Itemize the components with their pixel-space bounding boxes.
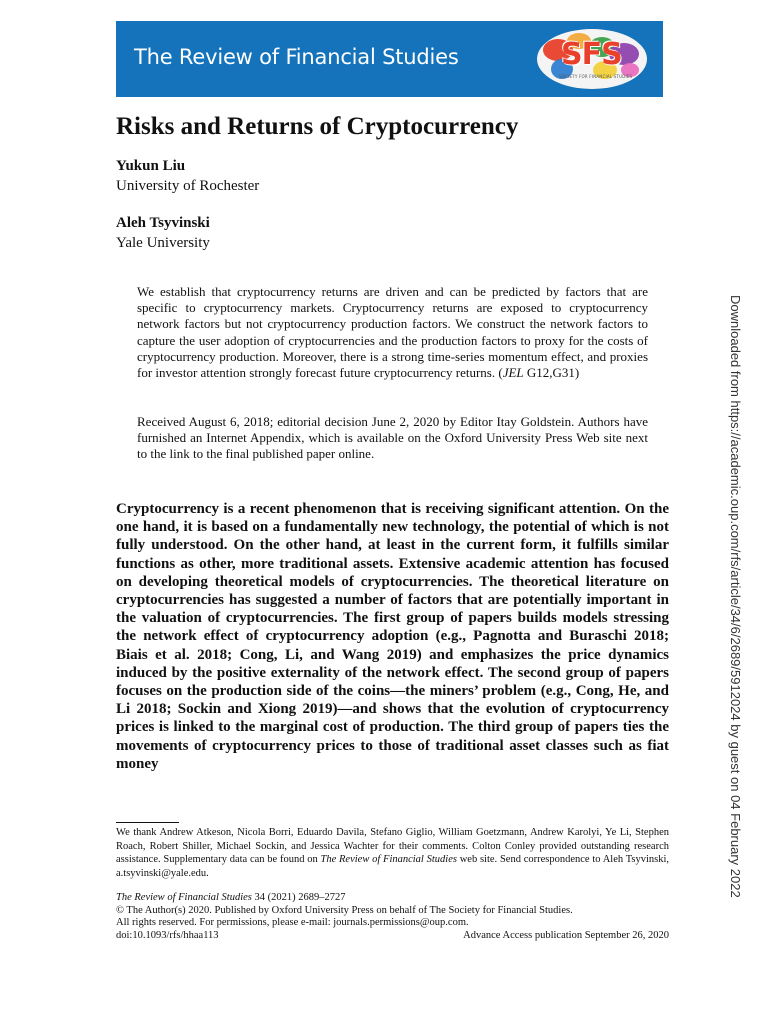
- citation-line: [116, 892, 669, 905]
- logo-letters: SFS: [561, 37, 622, 72]
- footnote-journal: The Review of Financial Studies: [320, 854, 457, 865]
- sfs-logo: [537, 29, 647, 89]
- footnote-text-end: web site. Send correspondence to Aleh Tsyvinski, a.tsyvinski@yale.edu.: [116, 854, 670, 879]
- author-name: Aleh Tsyvinski: [116, 215, 210, 231]
- copyright-line: © The Author(s) 2020. Published by Oxford University Press on behalf of The Society for Financial Studies.: [116, 904, 573, 916]
- download-notice: Downloaded from https://academic.oup.com/rfs/article/34/6/2689/5912024 by guest on 04 February 2022: [728, 295, 743, 898]
- publication-info: [116, 892, 669, 942]
- citation: 34 (2021) 2689–2727: [251, 892, 346, 903]
- abstract-text: We establish that cryptocurrency returns are driven and can be predicted by factors that are specific to cryptocurrency markets. Cryptocurrency returns are exposed to cryptocurrency network factors but not cryptocurrency production factors. We construct the network factors to capture the user adoption of cryptocurrencies and the production factors to proxy for the costs of cryptocurrency production. Moreover, there is a strong time-series momentum effect, and proxies for investor attention strongly forecast future cryptocurrency returns. (: [137, 284, 648, 381]
- body-text: Cryptocurrency is a recent phenomenon that is receiving significant attention. On the one hand, it is based on a fundamentally new technology, the potential of which is not fully understood. On the other hand, at least in the current form, it fulfills similar functions as other, more traditional assets. Extensive academic attention has focused on developing theoretical models of cryptocurrencies. The theoretical literature on cryptocurrencies has suggested a number of factors that are potentially important in the valuation of cryptocurrencies. The first group of papers builds models stressing the network effect of cryptocurrency adoption (e.g., Pagnotta and Buraschi 2018; Biais et al. 2018; Cong, Li, and Wang 2019) and emphasizes the price dynamics induced by the positive externality of the network effect. The second group of papers focuses on the production side of the coins—the miners’ problem (e.g., Cong, He, and Li 2018; Sockin and Xiong 2019)—and shows that the evolution of cryptocurrency prices is linked to the marginal cost of production. The third group of papers ties the movements of cryptocurrency prices to those of traditional asset classes such as fiat money: [116, 501, 669, 772]
- acknowledgment-footnote: [116, 826, 669, 880]
- doi-line: [116, 930, 669, 943]
- logo-subtext: SOCIETY FOR FINANCIAL STUDIES: [559, 74, 633, 79]
- journal-banner: [116, 21, 663, 97]
- doi: doi:10.1093/rfs/hhaa113: [116, 929, 219, 941]
- download-watermark: [723, 295, 747, 898]
- journal-name: The Review of Financial Studies: [134, 45, 459, 69]
- footnote-divider: [116, 822, 179, 823]
- article-title: Risks and Returns of Cryptocurrency: [116, 113, 519, 140]
- footnote-text: We thank Andrew Atkeson, Nicola Borri, Eduardo Davila, Stefano Giglio, William Goetzmann, Andrew Karolyi, Ye Li, Stephen Roach, Robert Shiller, Michael Sockin, and Jessica Wachter for their comments. Colton Conley provided outstanding research assistance. Supplementary data can be found on: [116, 827, 669, 865]
- author-affiliation: Yale University: [116, 235, 210, 251]
- jel-codes: G12,G31): [523, 365, 580, 381]
- advance-access: Advance Access publication September 26, 2020: [463, 929, 669, 941]
- journal-italic: The Review of Financial Studies: [116, 892, 252, 903]
- author-affiliation: University of Rochester: [116, 178, 260, 194]
- jel-label: JEL: [502, 365, 524, 381]
- received-note: Received August 6, 2018; editorial decision June 2, 2020 by Editor Itay Goldstein. Authors have furnished an Internet Appendix, which is available on the Oxford University Press Web site next to the link to the final published paper online.: [137, 414, 648, 462]
- author-name: Yukun Liu: [116, 158, 186, 174]
- rights-line: All rights reserved. For permissions, please e-mail: journals.permissions@oup.com.: [116, 917, 469, 929]
- abstract: [137, 284, 648, 381]
